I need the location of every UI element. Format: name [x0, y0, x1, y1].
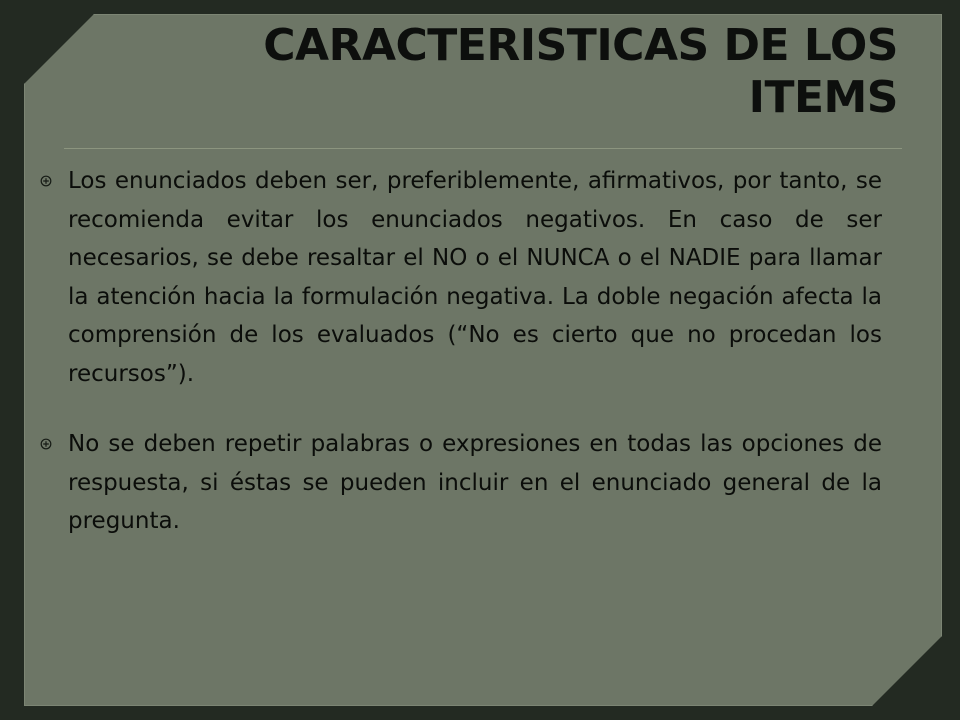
circle-plus-bullet-icon	[40, 438, 52, 450]
bullet-list	[40, 162, 882, 573]
circle-plus-bullet-icon	[40, 175, 52, 187]
bullet-text: No se deben repetir palabras o expresiones en todas las opciones de respuesta, si éstas se pueden incluir en el enunciado general de la pregunta.	[68, 431, 882, 534]
bullet-text: Los enunciados deben ser, preferiblemente, afirmativos, por tanto, se recomienda evitar los enunciados negativos. En caso de ser necesarios, se debe resaltar el NO o el NUNCA o el NADIE para llamar la atención hacia la formulación negativa. La doble negación afecta la comprensión de los evaluados (“No es cierto que no procedan los recursos”).	[68, 168, 882, 387]
slide-title: CARACTERISTICAS DE LOS ITEMS	[263, 20, 898, 123]
bullet-item	[40, 425, 882, 541]
bullet-item	[40, 162, 882, 393]
title-divider	[64, 148, 902, 149]
